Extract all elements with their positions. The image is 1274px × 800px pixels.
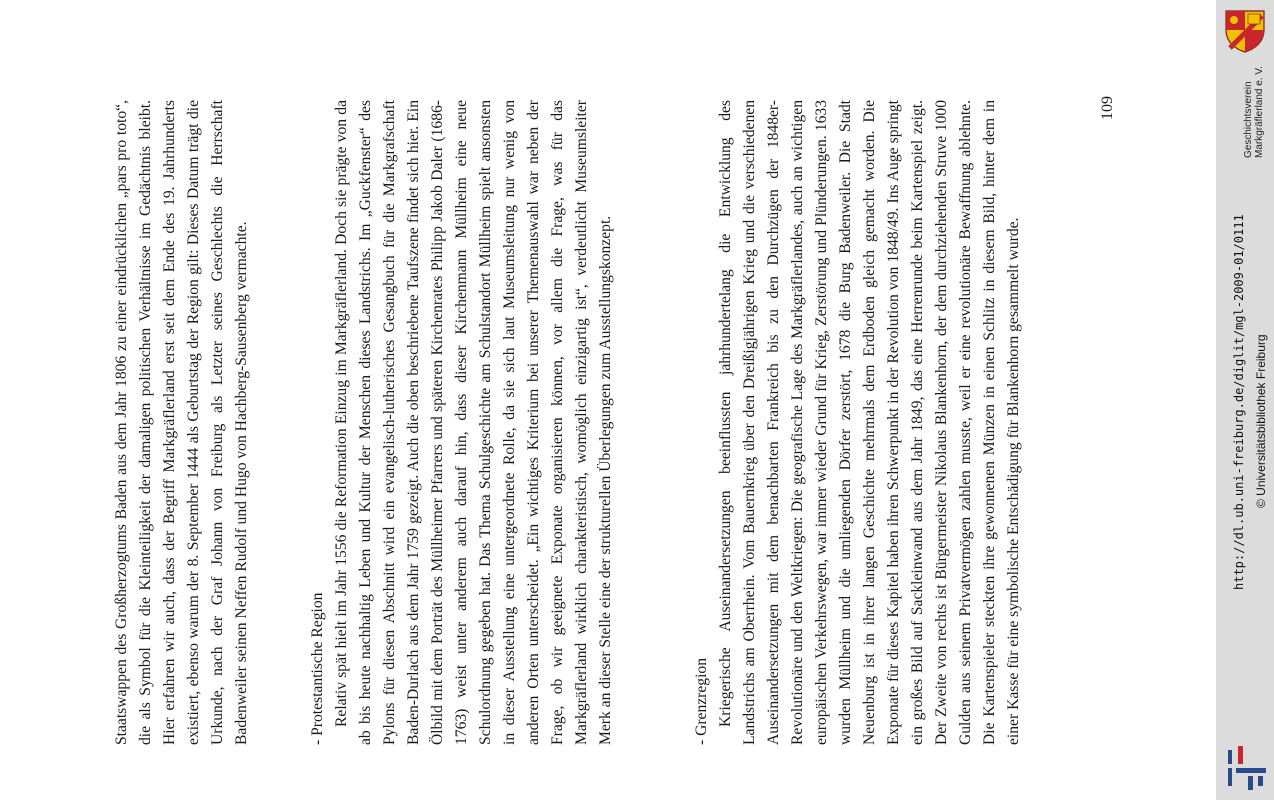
ub-freiburg-logo-icon <box>1224 744 1268 792</box>
section-heading-protestant-region: - Protestantische Region <box>309 592 326 745</box>
page-number: 109 <box>1099 96 1116 120</box>
society-label <box>1243 66 1265 158</box>
paragraph-1: Staatswappen des Großherzogtums Baden aus dem Jahr 1806 zu einer eindrücklichen „pars pro toto“, die als Symbol für die Kleinteiligkeit der damaligen politischen Verhältnisse im Gedächtnis bleibt. Hier erfahren wir auch, dass der Begriff Markgräflerland erst seit dem Ende des 19. Jahrhunderts existiert, ebenso warum der 8. September 1444 als Geburtstag der Region gilt: Dieses Datum trägt die Urkunde, nach der Graf Johann von Freiburg als Letzter seines Geschlechts die Herrschaft Badenweiler seinen Neffen Rudolf und Hugo von Hachberg-Sausenberg vermachte. <box>113 100 250 745</box>
rotated-page-body <box>110 96 1120 745</box>
copyright-notice: © Universitätsbibliothek Freiburg <box>1254 334 1268 508</box>
coat-of-arms-icon <box>1222 8 1268 54</box>
section-heading-border-region: - Grenzregion <box>693 657 710 745</box>
paragraph-3: Kriegerische Auseinandersetzungen beeinflussten jahrhundertelang die Entwicklung des Landstrichs am Oberrhein. Vom Bauernkrieg über den Dreißigjährigen Krieg und die verschiedenen Auseinandersetzungen mit dem benachbarten Frankreich bis zu den Durchzügen der 1848er-Revolutionäre und den Weltkriegen: Die geografische Lage des Markgräflerlandes, auch an wichtigen europäischen Verkehrswegen, war immer wieder Grund für Krieg, Zerstörung und Plünderungen. 1633 wurden Müllheim und die umliegenden Dörfer zerstört, 1678 die Burg Badenweiler. Die Stadt Neuenburg ist in ihrer langen Geschichte mehrmals dem Erdboden gleich gemacht worden. Die Exponate für dieses Kapitel haben ihren Schwerpunkt in der Revolution von 1848/49. Ins Auge springt ein großes Bild auf Sackleinwand aus dem Jahr 1849, das eine Herrenrunde beim Kartenspiel zeigt. Der Zweite von rechts ist Bürgermeister Nikolaus Blankenhorn, der dem durchziehenden Struve 1000 Gulden aus seinem Privatvermögen zahlen musste, weil er eine revolutionäre Bewaffnung ablehnte. Die Kartenspieler steckten ihre gewonnenen Münzen in einen Schlitz in diesem Bild, hinter dem in einer Kasse für eine symbolische Entschädigung für Blankenhorn gesammelt wurde. <box>717 100 1022 745</box>
society-line-2: Markgräflerland e. V. <box>1254 66 1265 158</box>
permalink-url[interactable]: http://dl.ub.uni-freiburg.de/diglit/mgl-2009-01/0111 <box>1232 214 1246 590</box>
paragraph-2: Relativ spät hielt im Jahr 1556 die Reformation Einzug im Markgräflerland. Doch sie prägte von da ab bis heute nachhaltig Leben und Kultur der Menschen dieses Landstrichs. Im „Guckfenster“ des Pylons für diesen Abschnitt wird ein evangelisch-lutherisches Gesangbuch für die Markgrafschaft Baden-Durlach aus dem Jahr 1759 gezeigt. Auch die oben beschriebene Taufszene findet sich hier. Ein Ölbild mit dem Porträt des Müllheimer Pfarrers und späteren Kirchenrates Philipp Jakob Daler (1686-1763) weist unter anderem auch darauf hin, dass dieser Kirchenmann Müllheim eine neue Schulordnung gegeben hat. Das Thema Schulgeschichte am Schulstandort Müllheim spielt ansonsten in dieser Ausstellung eine untergeordnete Rolle, da sie sich laut Museumsleitung nur wenig von anderen Orten unterscheidet. „Ein wichtiges Kriterium bei unserer Themenauswahl war neben der Frage, ob wir geeignete Exponate organisieren können, vor allem die Frage, was für das Markgräflerland wirklich charakteristisch, womöglich einzigartig ist“, verdeutlicht Museumsleiter Merk an dieser Stelle eine der strukturellen Überlegungen zum Ausstellungskonzept. <box>333 100 614 745</box>
society-line-1: Geschichtsverein <box>1243 81 1254 158</box>
